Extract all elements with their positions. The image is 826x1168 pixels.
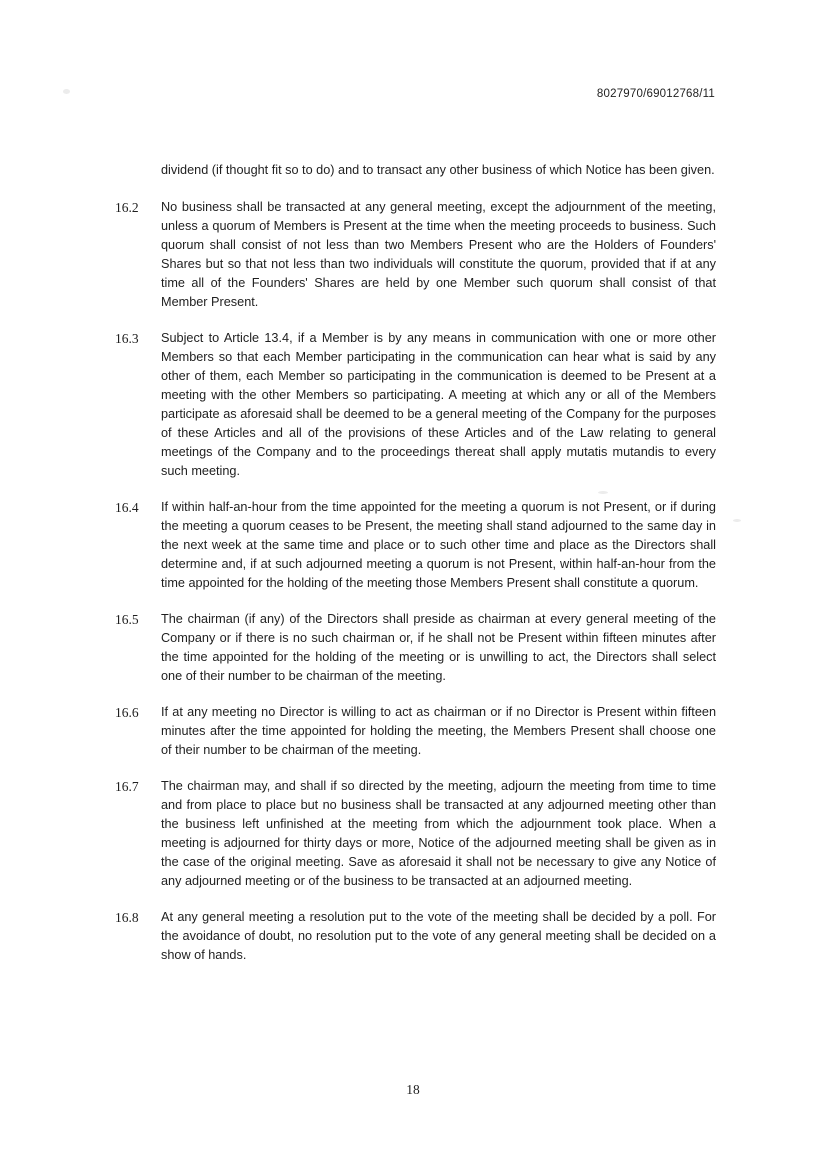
document-reference: 8027970/69012768/11 [596,88,715,100]
clause-number: 16.6 [115,705,139,720]
clause-number: 16.7 [115,779,139,794]
scan-artifact [63,89,70,94]
clause-number: 16.3 [115,331,139,346]
page-number: 18 [406,1082,420,1097]
clause-number: 16.4 [115,500,139,515]
clause-number: 16.8 [115,910,139,925]
clause-16-4 [115,498,716,593]
clause-text: The chairman (if any) of the Directors shall preside as chairman at every general meeting of the Company or if there is no such chairman or, if he shall not be Present within fifteen minutes after the time appointed for the holding of the meeting or is unwilling to act, the Directors shall select one of their number to be chairman of the meeting. [161,612,716,683]
page-footer [0,1082,826,1098]
clause-16-2 [115,198,716,312]
clause-16-3 [115,329,716,481]
clause-text: If within half-an-hour from the time appointed for the meeting a quorum is not Present, or if during the meeting a quorum ceases to be Present, the meeting shall stand adjourned to the same day in the next week at the same time and place or to such other time and place as the Directors shall determine and, if at such adjourned meeting a quorum is not Present, within half-an-hour from the time appointed for the holding of the meeting those Members Present shall constitute a quorum. [161,500,716,590]
paragraph-continuation: dividend (if thought fit so to do) and to transact any other business of which Notice has been given. [161,163,715,177]
clause-16-5 [115,610,716,686]
clause-number: 16.5 [115,612,139,627]
clause-16-6 [115,703,716,760]
clause-text: No business shall be transacted at any general meeting, except the adjournment of the meeting, unless a quorum of Members is Present at the time when the meeting proceeds to business. Such quorum shall consist of not less than two Members Present who are the Holders of Founders' Shares but so that not less than two individuals will constitute the quorum, provided that if at any time all of the Founders' Shares are held by one Member such quorum shall consist of that Member Present. [161,200,716,309]
clause-text: The chairman may, and shall if so directed by the meeting, adjourn the meeting from time to time and from place to place but no business shall be transacted at any adjourned meeting other than the business left unfinished at the meeting from which the adjournment took place. When a meeting is adjourned for thirty days or more, Notice of the adjourned meeting shall be given as in the case of the original meeting. Save as aforesaid it shall not be necessary to give any Notice of any adjourned meeting or of the business to be transacted at an adjourned meeting. [161,779,716,888]
clause-16-7 [115,777,716,891]
clause-text: If at any meeting no Director is willing to act as chairman or if no Director is Present within fifteen minutes after the time appointed for holding the meeting, the Members Present shall choose one of their number to be chairman of the meeting. [161,705,716,757]
document-body [115,161,716,982]
scan-artifact [733,519,741,522]
clause-number: 16.2 [115,200,139,215]
clause-text: At any general meeting a resolution put to the vote of the meeting shall be decided by a poll. For the avoidance of doubt, no resolution put to the vote of any general meeting shall be decided on a show of hands. [161,910,716,962]
scan-artifact [598,491,608,494]
clause-text: Subject to Article 13.4, if a Member is by any means in communication with one or more other Members so that each Member participating in the communication can hear what is said by any other of them, each Member so participating in the communication is deemed to be Present at a meeting with the other Members so participating. A meeting at which any or all of the Members participate as aforesaid shall be deemed to be a general meeting of the Company for the purposes of these Articles and all of the provisions of these Articles and of the Law relating to general meetings of the Company and to the proceedings thereat shall apply mutatis mutandis to every such meeting. [161,331,716,478]
document-header [0,88,715,100]
clause-16-8 [115,908,716,965]
